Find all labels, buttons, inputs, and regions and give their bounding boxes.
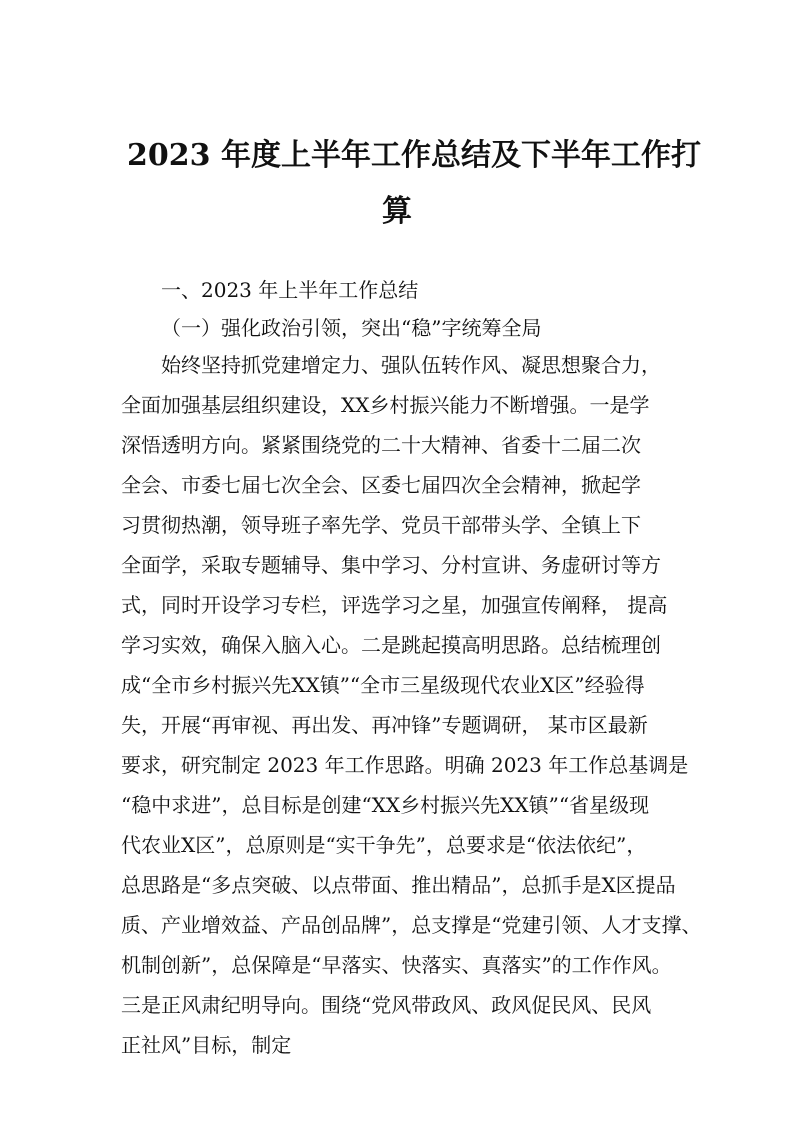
body-line: 三是正风肃纪明导向。围绕“党风带政风、政风促民风、民风	[121, 993, 652, 1017]
body-line: 式，同时开设学习专栏，评选学习之星，加强宣传阐释， 提高	[121, 593, 668, 617]
body-line: 成“全市乡村振兴先XX镇”“全市三星级现代农业X区”经验得	[121, 673, 645, 697]
subsection-heading: （一）强化政治引领，突出“稳”字统筹全局	[161, 316, 542, 340]
body-line: “稳中求进”，总目标是创建“XX乡村振兴先XX镇”“省星级现	[121, 793, 650, 817]
body-line: 全面加强基层组织建设，XX乡村振兴能力不断增强。一是学	[121, 393, 650, 417]
body-line: 深悟透明方向。紧紧围绕党的二十大精神、省委十二届二次	[121, 433, 641, 457]
body-line: 习贯彻热潮，领导班子率先学、党员干部带头学、全镇上下	[121, 513, 641, 537]
body-line: 全会、市委七届七次全会、区委七届四次全会精神，掀起学	[121, 473, 641, 497]
body-line: 质、产业增效益、产品创品牌”，总支撑是“党建引领、人才支撑、	[121, 913, 702, 937]
section-heading: 一、2023 年上半年工作总结	[161, 278, 419, 302]
body-line: 全面学，采取专题辅导、集中学习、分村宣讲、务虚研讨等方	[121, 553, 661, 577]
body-line: 正社风”目标，制定	[121, 1033, 292, 1057]
body-line: 代农业X区”，总原则是“实干争先”，总要求是“依法依纪”，	[121, 833, 647, 857]
document-title-line-1: 2023 年度上半年工作总结及下半年工作打	[127, 138, 701, 173]
body-line: 要求，研究制定 2023 年工作思路。明确 2023 年工作总基调是	[121, 753, 689, 777]
body-line: 失，开展“再审视、再出发、再冲锋”专题调研， 某市区最新	[121, 713, 648, 737]
body-line: 学习实效，确保入脑入心。二是跳起摸高明思路。总结梳理创	[121, 633, 661, 657]
body-line: 始终坚持抓党建增定力、强队伍转作风、凝思想聚合力，	[161, 353, 661, 377]
body-line: 机制创新”，总保障是“早落实、快落实、真落实”的工作作风。	[121, 953, 672, 977]
document-title-line-2: 算	[382, 194, 412, 229]
body-line: 总思路是“多点突破、以点带面、推出精品”，总抓手是X区提品	[121, 873, 676, 897]
